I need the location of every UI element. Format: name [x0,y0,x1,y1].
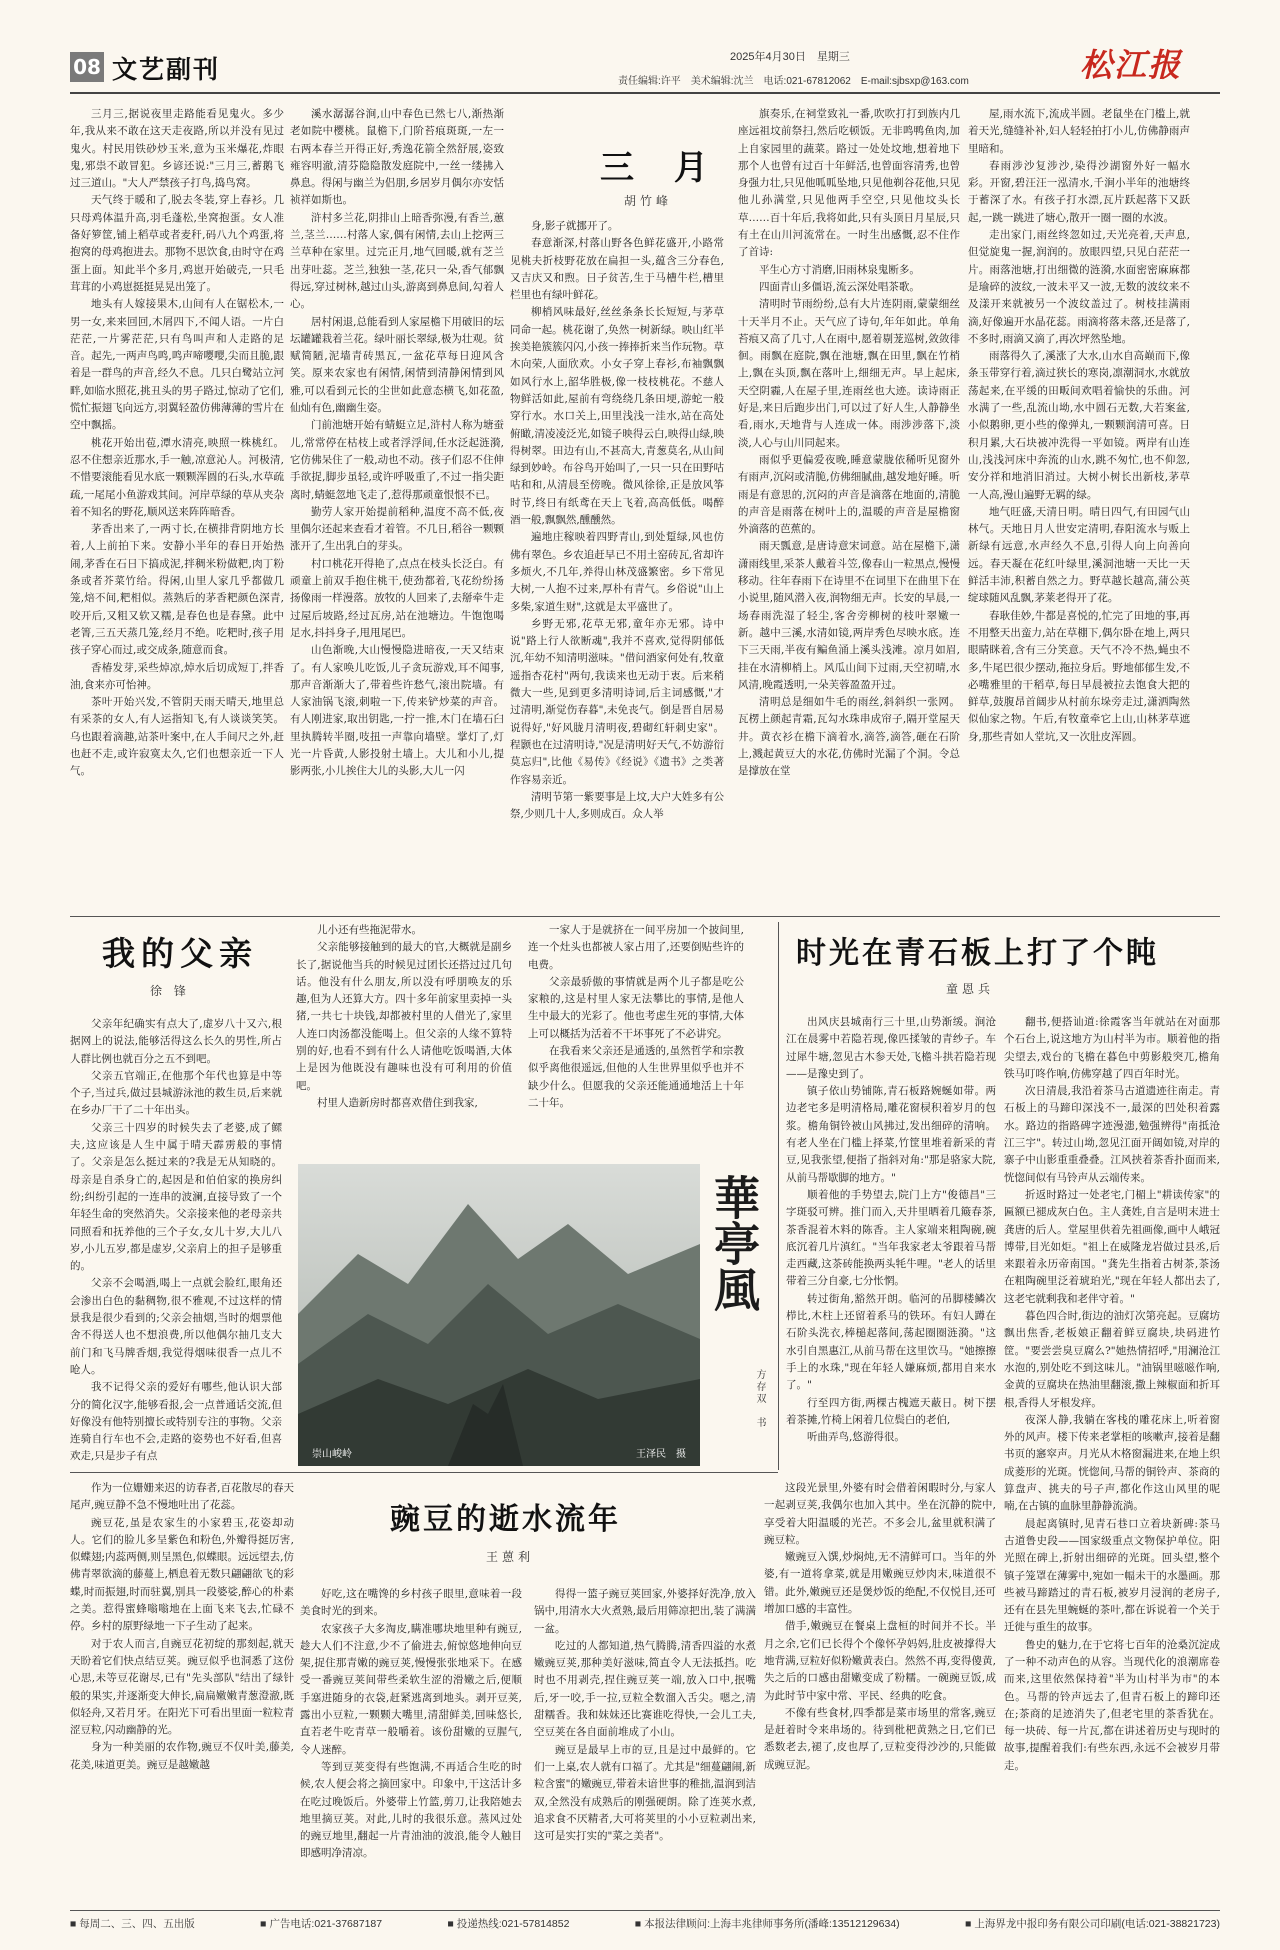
paragraph: 茅香出来了,一两寸长,在横排背阴地方长着,人上前拍下来。安静小半年的春日开始热闹,茅香在石日下搞成泥,拌稠米粉做粑,肉丁粉条或者芥菜竹给。得闲,山里人家几乎都做几笼,焙不间,粑相似。蒸熟后的茅香粑颜色深青,咬开后,又粗又软又糯,是春色也是春黛。此中老箐,三五天蒸几笼,经月不绝。吃粑时,孩子用孩子穿心而过,或交成条,随意而食。 [70,523,284,657]
paragraph: 吃过的人都知道,热气腾腾,清香四溢的水煮嫩豌豆荚,那种美好滋味,简直令人无法抵挡。吃时也不用剥壳,捏住豌豆荚一端,放入口中,抿嘴后,牙一咬,手一拉,豆粒全数溜入舌尖。嗯之,清甜糯香。我和妹妹还比赛谁吃得快,一会儿工夫,空豆荚在各自面前堆成了小山。 [534,1639,756,1739]
paragraph: 地气旺盛,天清日明。晴日四气,有田园气山林气。天地日月人世安定清明,春阳流水与贩上新绿有远意,水声经久不息,引得人向上向善向远。春天凝在花红叶绿里,溪洞池塘一天比一天鲜活丰沛,积蓄自然之力。野草越长越高,蒲公英绽球随风乱飘,茅莱老得开了花。 [968,505,1190,605]
paragraph: 门前池塘开始有蜻蜓立足,浒村人称为塘蚕儿,常常停在枯枝上或者浮浮间,任水泛起涟漪,它仿佛呆住了一般,动也不动。孩子们忍不住伸手欲捉,脚步虽轻,或许呼吸重了,不过一指尖距离时,蜻蜓忽地飞走了,惹得那顽童恨恨不已。 [290,419,504,501]
paragraph: 得得一篮子豌豆荚回家,外婆择好洗净,放入锅中,用清水大火煮熟,最后用筛凉把出,装了满满一盆。 [534,1588,756,1635]
paragraph: 雨似乎更偏爱夜晚,睡意蒙胧依稀听见窗外有雨声,沉闷或清脆,仿佛细腻曲,越发地好睡。听雨是有意思的,沉闷的声音是滴落在地面的,清脆的声音是雨落在树叶上的,温暖的声音是屋檐窗外滴落的芭蕉的。 [738,453,960,536]
calligraphy-block [700,1164,780,1466]
fuqin-col-3 [528,922,744,1158]
paragraph: 鲁史的魅力,在于它将七百年的沧桑沉淀成了一种不动声色的从容。当现代化的浪潮席卷而来,这里依然保持着"半为山村半为市"的本色。马帮的铃声远去了,但青石板上的蹄印还在;茶商的足迹消失了,但老宅里的茶香犹在。每一块砖、每一片瓦,都在讲述着历史与现时的故事,提醒着我们:有些东西,永远不会被岁月带走。 [1004,1638,1220,1772]
paragraph: 居村闲退,总能看到人家屋檐下用破旧的坛坛罐罐栽着兰花。绿叶丽长翠绿,极为壮观。贫赋简陋,泥墙青砖黑瓦,一盆花草每日迎风含笑。原来农家也有闲情,闲情到清静闲情到风雅,可以看到元长的尘世如此意态横飞,如花盈,仙灿有色,幽幽生姿。 [290,315,504,415]
header-rule [70,92,1220,94]
paragraph: 次日清晨,我沿着茶马古道遗迹往南走。青石板上的马蹄印深浅不一,最深的凹处积着露水。路边的指路碑字迹漫漶,勉强辨得"南抵沧江三宇"。转过山坳,忽见江面开阔如镜,对岸的寨子中山影重重叠叠。江风挟着茶香扑面而来,恍惚间似有马铃声从云端传来。 [1004,1085,1220,1184]
issue-date: 2025年4月30日 [730,51,806,63]
mountain-image [298,1164,700,1466]
paragraph: 父亲三十四岁的时候失去了老婆,成了鳏夫,这应该是人生中属于晴天霹雳般的事情了。父亲是怎么挺过来的?我是无从知晓的。母亲是自杀身亡的,起因是和伯伯家的换房纠纷;纠纷引起的一连串的波澜,直接导致了一个年轻生命的突然消失。父亲接来他的老母亲共同照看和抚养他的三个子女,女儿十岁,大儿八岁,小儿五岁,都是虚岁,父亲肩上的担子是够重的。 [70,1121,282,1273]
date-line [730,48,850,64]
paragraph: 旗奏乐,在祠堂致礼一番,吹吹打打到族内几座远祖坟前祭扫,然后吃顿饭。无非鸣鸭鱼肉,加上自家园里的蔬菜。路过一处处坟地,想着地下那个人也曾有过百十年鲜活,也曾面容清秀,也曾身强力壮,只见他呱呱坠地,只见他剃谷花他,只见他儿孙满堂,只见他两手空空,只见他坟头长草……百十年后,我将如此,只有头顶日月星辰,只有土在山川河流常在。一时生出感慨,忍不住作了首诗: [738,108,960,259]
paragraph: 嫩豌豆入馔,炒焖炖,无不清鲜可口。当年的外婆,有一道将拿菜,就是用嫩豌豆炒肉末,味道很不错。此外,嫩豌豆还是煲炒饭的绝配,不仅悦目,还可增加口感的丰富性。 [764,1551,996,1616]
paragraph: 村口桃花开得艳了,点点在枝头长泛白。有顽童上前双手抱住桃干,使劲都着,飞花纷纷扬扬像雨一样漫落。放牧的人回来了,去掰牵牛走过屋后坡路,经过瓦房,站在池塘边。牛饱饱喝足水,抖抖身子,甩甩尾巴。 [290,557,504,639]
wandou-col-3a [704,1480,758,1584]
editor-line: 责任编辑:许平 美术编辑:沈兰 电话:021-67812062 E-mail:sjbsxp@163.com [618,76,969,87]
paragraph: 行至四方街,两棵古槐遮天蔽日。树下摆着茶摊,竹椅上闲着几位鬓白的老伯, [786,1396,996,1426]
paragraph: 农家孩子大多淘皮,瞒准哪块地里种有豌豆,趁大人们不注意,少不了偷进去,俯惊悠地伸向豆架,捉住那青嫩的豌豆荚,慢慢张张地采下。在感受一番豌豆荚间带些柔软生涩的滑嫩之后,便顺手塞进随身的衣袋,赶紧逃离到地头。剥开豆荚,露出小豆粒,一颗颗大嘴里,清甜鲜美,回味悠长,直若老牛吃青草一般嚼着。该份甜嫩的豆腥气,令人迷醉。 [300,1622,522,1756]
wandou-col-3 [534,1586,756,1900]
article-title-sanyue: 三 月 [600,148,722,188]
paragraph: 身为一种美丽的农作物,豌豆不仅叶美,藤美,花美,味道更美。豌豆是越嫩越 [70,1741,294,1771]
paragraph: 春意渐深,村落山野各色鲜花盛开,小路常见桃夫折枝野花放在扁担一头,蕴含三分春色,又吉庆又和煦。日子贫苦,生于马槽牛栏,槽里栏里也有绿叶鲜花。 [510,237,724,302]
paragraph: 顺着他的手势望去,院门上方"俊德昌"三字斑驳可辨。推门而入,天井里晒着几簸春茶,茶香混着木料的陈香。主人家端来粗陶碗,碗底沉着几片滇红。"当年我家老太爷跟着马帮走西藏,这茶砖能换两头牦牛哩。"老人的话里带着三分自豪,七分怅惘。 [786,1188,996,1288]
paragraph: 茶叶开始兴发,不管阴天雨天晴天,地里总有采茶的女人,有人运指知飞,有人谈谈笑笑。乌也跟着滴趣,站茶叶案中,在人手间尺之外,赶也赶不走,或许寂寞太久,它们也想亲近一下人气。 [70,696,284,778]
paragraph: 父亲不会喝酒,喝上一点就会脸红,眼角还会渗出白色的黏稠物,很不雅观,不过这样的情景我是很少看到的;父亲会抽烟,当时的烟票他舍不得送人也不想浪费,所以他偶尔抽几支大前门和飞马牌香烟,我觉得烟味很香一点儿不呛人。 [70,1277,282,1376]
paragraph: 作为一位姗姗来迟的访春者,百花散尽的春天尾声,豌豆静不急不慢地吐出了花蕊。 [70,1482,294,1512]
sanyue-col-4 [738,106,960,908]
paragraph: 听曲弄鸟,悠游得很。 [807,1431,905,1444]
page-number-badge: 08 [70,52,104,82]
paragraph: 柳梢风味最好,丝丝条条长长短短,与茅草同命一起。桃花谢了,奂然一树新绿。映山红半挨美艳簇簇闪闪,小孩一捧捧折来当作玩物。草木向荣,人面欣欢。小女子穿上春衫,布袖飘飘如风行水上,韶华胜极,像一枝枝桃花。不慈人物鲜活如此,屋前有弯绕绕几条田埂,游蛇一般穿行水。水口关上,田里浅浅一洼水,站在高处俯瞰,清凌凌泛光,如镜子映得云白,映得山绿,映得树翠。田边有山,不甚高大,青葱莫名,从山间绿到妙岭。布谷鸟开始叫了,一只一只在田野咕咕和和,从清晨至傍晚。微风徐徐,正是放风筝时节,终日有纸鸢在天上飞着,高高低低。喝醉酒一般,飘飘然,醺醺然。 [510,306,724,527]
section-divider-2 [70,1472,778,1473]
article-author-qingshiban: 童恩兵 [946,982,995,996]
paragraph: 四面青山多僵语,流云深处唱茶歌。 [759,280,920,293]
paragraph: 翻书,便搭讪道:徐霞客当年就站在对面那个石台上,说这地方为山村半为市。顺着他的指尖望去,戏台的飞檐在暮色中剪影般突兀,檐角铁马叮咚作响,仿佛穿越了四百年时光。 [1004,1016,1220,1080]
paragraph: 雨天瓢意,是唐诗意宋词意。站在屋檐下,潇潇雨线里,采茶人戴着斗笠,像春山一粒黑点,慢慢移动。往年春雨下在诗里不在词里下在曲里下在小说里,随风潜入夜,润物细无声。长安的早晨,一场春雨洗湿了轻尘,客舍旁柳树的枝叶翠嫩一新。越中三溪,水清如镜,两岸秀色尽映水底。连下三天雨,半夜有鳊鱼涌上溪头浅滩。凉月如眉,挂在水清柳梢上。风瓜山间下过雨,天空初晴,水风清,晚霞透明,一朵芙蓉盈盈开过。 [738,540,960,691]
paragraph: 勤劳人家开始提前稻种,温度不高不低,夜里偶尔还起来查看才着管。不几日,稻谷一颗颗涨开了,生出乳白的芽头。 [290,505,504,553]
paragraph: 父亲最骄傲的事情就是两个儿子都是吃公家粮的,这是村里人家无法攀比的事情,是他人生中最大的光彩了。他也考虑生死的事情,大体上可以概括为活着不干坏事死了不必讲究。 [528,975,744,1040]
vertical-divider [778,922,779,1470]
paragraph: 地头有人嫁接果木,山间有人在锯松木,一男一女,来来回回,木屑四下,不闻人语。一片白茫茫,一片雾茫茫,只有鸟叫声和人走路的足音。起先,一两声鸟鸣,鸣声啼嘤嘤,尖而且脆,跟着是一群鸟的声音,经久不息。几只白鹭站立河畔,如临水照花,挑丑头的男子路过,惊动了它们,慌忙振翅飞向远方,羽翼轻盈仿佛薄薄的雪片在空中飘摇。 [70,298,284,432]
paragraph: 屋,雨水流下,流成半圆。老鼠坐在门槛上,就着天光,缝缝补补,妇人轻轻拍打小儿,仿佛静雨声里暗和。 [968,108,1190,155]
page-header [70,46,1220,96]
footer-pub-days: ■ 每周二、三、四、五出版 [70,1918,195,1930]
wandou-col-2 [300,1480,356,1584]
landscape-photo [298,1164,700,1466]
paragraph: 一家人于是就挤在一间平房加一个披间里,连一个灶头也都被人家占用了,还要倒贴些许的电费。 [528,924,744,971]
footer-legal: ■ 本报法律顾问:上海丰兆律师事务所(潘峰:13512129634) [634,1918,900,1930]
article-title-qingshiban: 时光在青石板上打了个盹 [796,936,1159,971]
paragraph: 香椿发芽,采些焯凉,焯水后切成短丁,拌香油,食来亦可怡神。 [70,661,284,691]
paragraph: 春雨涉沙复涉沙,染得沙湖窗外好一幅水彩。开窗,碧汪汪一泓清水,千涧小半年的池塘终于蓄深了水。有孩子打水漂,瓦片跃起落下又跃起,一跳一跳进了塘心,散开一圈一圈的水波。 [968,159,1190,224]
paragraph: 出风庆县城南行三十里,山势渐缓。涧沧江在晨雾中若隐若现,像匹揉皱的青纱子。车过犀牛塘,忽见古木参天处,飞檐斗拱若隐若现——是豫史到了。 [786,1016,996,1080]
paragraph: 溪水潺潺谷涧,山中春色已然七八,渐热渐老如院中樱桃。鼠檐下,门阶苔痕斑斑,一左一右两本春兰开得正好,秀逸花箭全然舒展,姿致雍容明澈,清芬隐隐散发庭院中,一丝一缕拂入鼻息。得闲与幽兰为侣朋,乡居岁月偶尔亦安恬祯祥如斯也。 [290,108,504,207]
paragraph: 天气终于暖和了,脱去冬装,穿上春衫。几只母鸡体温升高,羽毛蓬松,坐窝抱蛋。女人准备好箩筐,铺上稻草或者麦秆,码八九个鸡蛋,将抱窝的母鸡抱进去。那物不思饮食,由时守在鸡蛋上面。知此半个多月,鸡崽开始破壳,一只毛茸茸的小鸡崽挺挺晃晃出笼了。 [70,194,284,293]
footer-ad-phone: ■ 广告电话:021-37687187 [260,1918,383,1930]
paragraph: 父亲年纪确实有点大了,虚岁八十又六,根据网上的说法,能够活得这么长久的男性,所占人群比例也就百分之五不到吧。 [70,1018,282,1065]
paragraph: 不像有些食材,四季都是菜市场里的常客,豌豆是赶着时令来串场的。待到枇杷黄熟之日,它们已悉数老去,褪了,皮也厚了,豆粒变得沙沙的,只能做成豌豆泥。 [764,1706,996,1771]
article-author-fuqin: 徐 锋 [150,984,190,998]
fuqin-col-1 [70,1016,282,1463]
article-author-wandou: 王蒽利 [486,1550,535,1564]
footer-printer: ■ 上海界龙中报印务有限公司印刷(电话:021-38821723) [965,1918,1220,1930]
paragraph: 村里人造新房时都喜欢借住到我家, [317,1096,478,1109]
paragraph: 遍地庄稼映着四野青山,到处踅绿,风也仿佛有翠色。乡农追赶早已不用土窑砖瓦,省却许多烦火,不几年,养得山林茂盛繁密。乡下常见大树,一人抱不过来,厚朴有青气。乡俗说"山上多柴,家道生财",这就是太平盛世了。 [510,531,724,613]
paragraph: 折返时路过一处老宅,门楣上"耕读传家"的匾额已褪成灰白色。主人龚姓,自言是明末进士龚唐的后人。堂屋里供着先祖画像,画中人峨冠博带,目光如炬。"祖上在威隆龙岩做过县丞,后来跟着永历帝南国。"龚先生指着古树茶,茶汤在粗陶碗里泛着琥珀光,"现在年轻人都出去了,这老宅就剩我和老伴守着。" [1004,1188,1220,1305]
paragraph: 平生心方寸消磨,旧雨林泉鬼断多。 [759,263,920,276]
paragraph: 父亲能够接触到的最大的官,大概就是副乡长了,据说他当兵的时候见过团长还搭过过几句话。他没有什么朋友,所以没有呼朋唤友的乐趣,但为人还算大方。四十多年前家里卖掉一头猪,一共七十块钱,却都被村里的人借光了,家里人连口肉汤都没能喝上。但父亲的人缘不算特别的好,也看不到有什么人请他吃饭喝酒,大体上是因为他既没有趣味也没有可利用的价值吧。 [296,941,512,1092]
paragraph: 晨起离镇时,见青石巷口立着块新碑:茶马古道鲁史段——国家级重点文物保护单位。阳光照在碑上,折射出细碎的光斑。回头望,整个镇子笼罩在薄雾中,宛如一幅未干的水墨画。那些被马蹄踏过的青石板,被岁月浸润的老房子,还有在县先里蜿蜒的茶叶,都在诉说着一个关于迁徙与重生的故事。 [1004,1517,1220,1634]
article-title-fuqin: 我的父亲 [102,934,258,973]
wandou-col-2b [300,1586,522,1900]
wandou-col-4 [764,1480,996,1900]
paragraph: 春耿佳妙,牛都是喜悦的,忙完了田地的事,再不用整天出蛮力,站在草棚下,偶尔卧在地上,两只眼睛眯着,含有三分笑意。天气不冷不热,蝇虫不多,牛尾巴很少摆动,拖拉身后。野地郁郁生发,不必嘴雅里的干稻草,每日早晨被拉去饱食大把的鲜草,鼓腹昂首阔步从村前东垛旁走过,潇洒陶然似仙家之物。午后,有牧童牵它上山,山林茅草遮身,那些青如人堂坑,又一次肚皮浑圆。 [968,609,1190,743]
paragraph: 借手,嫩豌豆在餐桌上盘桓的时间并不长。半月之余,它们已长得个个像怀孕妈妈,肚皮被撑得大地背满,豆粒好似粉嫩黄表白。然然不再,变得傻黄,失之后的口感由甜嫩变成了粉糯。一碗豌豆饭,成为此时节中家中常、平民、经典的吃食。 [764,1620,996,1702]
paragraph: 好吃,这在嘴馋的乡村孩子眼里,意味着一段美食时光的到来。 [300,1588,522,1618]
paragraph: 父亲五官端正,在他那个年代也算是中等个子,当过兵,做过县城游泳池的救生员,后来就在乡办厂干了二十年出头。 [70,1069,282,1117]
wandou-col-1 [70,1480,294,1900]
paragraph: 桃花开始出苞,潭水清亮,映照一株桃红。忍不住想亲近那水,手一触,凉意沁人。河极清,不惜要滚能看见水底一颗颗浑圆的石头,水草疏疏,一尾尾小鱼游戏其间。河岸草绿的草从夹杂着不知名的野花,顺风送来阵阵暗香。 [70,436,284,518]
fuqin-col-2 [296,922,512,1158]
paragraph: 豌豆是最早上市的豆,且是过中最鲜的。它们一上桌,农人就有口福了。尤其是"细蔓翩闹,新粒含蜜"的嫩豌豆,带着未谙世事的稚拙,温润到洁双,全然没有成熟后的刚强硬朗。除了连荚水煮,追求食不厌精者,大可将荚里的小小豆粒剥出来,这可是实打实的"菜之美者"。 [534,1743,756,1843]
paragraph: 转过街角,豁然开朗。临河的吊脚楼鳞次栉比,木柱上还留着系马的铁环。有妇人蹲在石阶头洗衣,棒槌起落间,荡起圈圈涟漪。"这水引自黑惠江,从前马帮在这里饮马。"她擦擦手上的水珠,"现在年轻人嫌麻烦,都用自来水了。" [786,1292,996,1392]
footer-delivery: ■ 投递热线:021-57814852 [447,1918,570,1930]
paragraph: 镇子依山势铺陈,青石板路婉蜒如带。两边老宅多是明清格局,雕花窗棂积着岁月的包浆。檐角铜铃被山风拂过,发出细碎的清响。有老人坐在门槛上择菜,竹筐里堆着新采的青豆,见我张望,便指了指斜对角:"那是骆家大院,从前马帮歇脚的地方。" [786,1085,996,1184]
weekday: 星期三 [816,51,850,63]
section-divider-1 [70,916,1220,917]
paragraph: 雨落得久了,溪涨了大水,山水自高巅而下,像条玉带穿行着,滴过狭长的寒岗,凛潮洞水,水就放荡起来,在平缓的田畈间欢唱着愉快的乐曲。河水满了一些,乱流山坳,水中圆石无数,大若案盆,小似鹅卵,更小些的像弹丸,一颗颗润清可喜。日积月累,大石块被冲洗得一平如镜。两岸有山连山,浅浅河床中奔流的山水,跳不匆忙,也不仰忽,安分祥和地消旧消过。大树小树长出新枝,茅草一人高,漫山遍野无羁的绿。 [968,350,1190,501]
paragraph: 清明节第一紫要事是上坟,大户大姓多有公祭,少则几十人,多则成百。众人举 [510,790,724,821]
paragraph: 山色渐晚,大山慢慢隐进暗夜,一天又结束了。有人家唤儿吃饭,儿子贪玩游戏,耳不闻事,那声音渐渐大了,带着些许愁气,滚出院墙。有人家油锅飞滚,刺啦一下,传来铲炒菜的声音。有人刚进家,取出钥匙,一拧一推,木门在墙石臼里执腾转半圈,吱扭一声靠向墙壁。掌灯了,灯光一片昏黄,人影投射土墙上。大儿和小儿,提影两张,小儿挨住大儿的头影,大儿一闪 [290,644,504,778]
paragraph: 走出家门,雨丝终忽如过,天光亮着,天声息,但觉旋鬼一握,润润的。放眼四望,只见白茫茫一片。雨落池塘,打出细微的涟漪,水面密密麻麻都是瑜碎的波纹,一波未平又一波,无数的波纹来不及漾开来就被另一个波纹盖过了。树枝挂满雨滴,好像遍开水晶花蕊。雨滴将落未落,还是落了,不多时,雨滴又滴了,再次坪然坠地。 [968,229,1190,345]
sanyue-col-5 [968,106,1190,908]
paragraph: 清明总是细如牛毛的雨丝,斜斜织一张网。瓦楞上颜起青霜,瓦勾水珠串成帘子,隔开堂屋天井。黄衣衫在檐下滴着水,滴答,滴答,砸在石阶上,溅起黄豆大的水花,仿佛时光漏了个洞。令总是撑放在堂 [738,696,960,778]
footer-bar [70,1916,1220,1938]
paragraph: 在我看来父亲还是通透的,虽然哲学和宗教似乎离他很遥远,但他的人生世界里似乎也并不缺少什么。但愿我的父亲还能通通地活上十年二十年。 [528,1045,744,1109]
footer-rule [70,1910,1220,1911]
paragraph: 清明时节雨纷纷,总有大片连阴雨,蒙蒙细丝十天半月不止。天气应了诗句,年年如此。单角苔痕又高了几寸,人在雨中,愿着剔茏巡树,敛敛徘徊。雨飘在庭院,飘在池塘,飘在田里,飘在竹梢上,飘在头顶,飘在落叶上,细细无声。早上起床,天空阴霾,人在屋子里,连雨丝也大迹。读诗雨正好是,来日后跑步出门,可以过了好人生,人静静坐看,雨水,天地背与人连成一体。雨涉涉落下,淡淡,人心与山川同起来。 [738,298,960,449]
sanyue-col-2 [290,106,504,908]
photo-caption-left: 崇山峻岭 [312,1449,352,1460]
calligraphy-text: 華亭風 [707,1174,761,1312]
paper-logo: 松江报 [1080,46,1183,84]
paragraph: 夜深人静,我躺在客栈的雕花床上,听着窗外的风声。楼下传来老掌柜的咳嗽声,接着是翻书页的窸窣声。月光从木格窗漏进来,在地上织成菱形的光斑。恍惚间,马帮的铜铃声、茶商的算盘声、挑夫的号子声,都化作这山风里的呢喃,在古镇的血脉里静静流淌。 [1004,1413,1220,1513]
photo-caption-right: 王泽民 摄 [636,1449,686,1460]
calligraphy-signature: 方存双 书 [754,1369,765,1429]
paragraph: 这段光景里,外婆有时会借着闲暇时分,与家人一起剥豆荚,我偶尔也加入其中。坐在沉静的院中,享受着大阳温暖的光芒。不多会儿,盆里就积满了豌豆粒。 [764,1482,996,1546]
paragraph: 儿小还有些拖泥带水。 [317,924,422,936]
paragraph: 豌豆花,虽是农家生的小家碧玉,花姿却动人。它们的脸儿多呈紫色和粉色,外瓣得挺厉害,似蝶翅;内蕊两侧,则呈黑色,似蝶眼。远远望去,仿佛青翠欲滴的藤蔓上,栖息着无数只翩翩欲飞的彩蝶,时而振翅,时而驻翼,别具一段婆娑,醉心的朴素之美。惹得蜜蜂嗡嗡地在上面飞来飞去,忙碌不停。乡村的原野绿地一下子生动了起来。 [70,1516,294,1633]
paragraph: 暮色四合时,街边的油灯次第亮起。豆腐坊飘出焦香,老板娘正翻着鲜豆腐块,块码进竹筐。"要尝尝臭豆腐么?"她热情招呼,"用澜沧江水泡的,别处吃不到这味儿。"油锅里嗞嗞作响,金黄的豆腐块在热油里翻滚,撒上辣椒面和折耳根,香得人牙根发痒。 [1004,1310,1220,1409]
qingshiban-col-2 [1004,1014,1220,1894]
sanyue-col-1 [70,106,284,908]
paragraph: 等到豆荚变得有些饱满,不再适合生吃的时候,农人便会将之摘回家中。印象中,干这活计多在吃过晚饭后。外婆带上竹篮,剪刀,让我陪她去地里摘豆荚。对此,儿时的我很乐意。蒸风过处的豌豆地里,翻起一片青油油的波浪,能令人触目即感明净清凉。 [300,1760,522,1860]
article-author-sanyue: 胡竹峰 [624,194,673,208]
paragraph: 浒村多兰花,阴排山上暗香弥漫,有香兰,蕙兰,茎兰……村落人家,偶有闲情,去山上挖两三兰草种在家里。过完正月,地气回暖,就有芝兰出芽吐蕊。芝兰,独独一茎,花只一朵,香气郁飘得远,穿过树林,越过山头,游离到鼻息间,勾着人心。 [290,211,504,311]
paragraph: 三月三,据说夜里走路能看见鬼火。多少年,我从来不敢在这天走夜路,所以并没有见过鬼火。村民用铁砂炒玉米,意为玉米爆花,炸眼鬼,邪祟不敢冒犯。乡谚还说:"三月三,蓄鹅飞过三道山。"大人严禁孩子打鸟,捣鸟窝。 [70,108,284,190]
section-title: 文艺副刊 [112,55,221,84]
paragraph: 乡野无邪,花草无邪,童年亦无邪。诗中说"路上行人欲断魂",我并不喜欢,觉得阴郁低沉,年幼不知清明滋味。"借问酒家何处有,牧童遥指杏花村"两句,我读来也无动于衷。后来稍微大一些,见到更多清明诗词,后主词感慨,"才过清明,渐觉伤春暮",未免丧气。倒是晋自居易说得好,"好风胧月清明夜,碧砌红轩刺史家"。程颢也在过清明诗,"况是清明好天气,不妨游衍莫忘归",比他《易传》《经说》《遗书》之类著作容易亲近。 [510,617,724,786]
paragraph: 身,影子就挪开了。 [531,220,619,232]
paragraph: 对于农人而言,自豌豆花初绽的那刻起,就天天盼着它们快点结豆荚。豌豆似乎也洞悉了这份心思,未等豆花谢尽,已有"先头部队"结出了绿针般的果实,并逐渐变大伸长,扁扁嫩嫩青葱澄澈,既似轻舟,又若月牙。在阳光下可看出里面一粒粒青涩豆粒,闪动幽静的光。 [70,1637,294,1737]
article-title-wandou: 豌豆的逝水流年 [390,1502,621,1537]
paragraph: 我不记得父亲的爱好有哪些,他认识大部分的简化汉字,能够看报,会一点普通话交流,但好像没有他特别擅长或特别专注的事物。父亲连骑自行车也不会,走路的姿势也不好看,但喜欢走,只是步子有点 [70,1381,282,1463]
sanyue-col-3 [510,218,724,908]
